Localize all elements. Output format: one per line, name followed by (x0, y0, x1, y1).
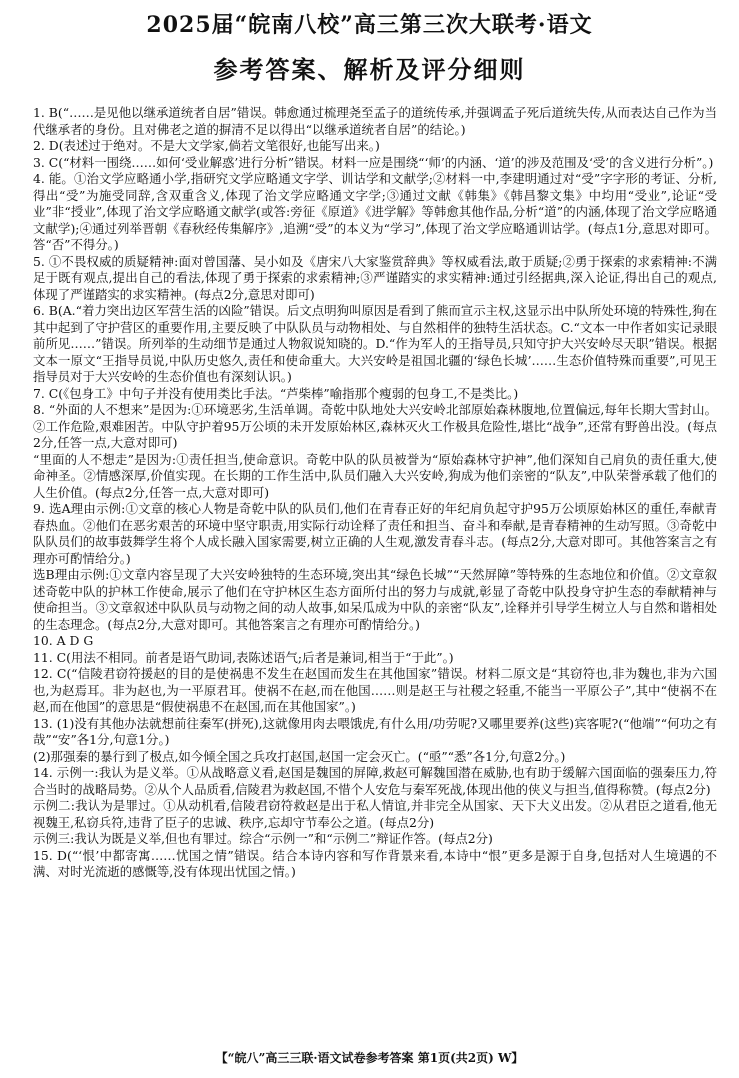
answer-13-part-2: (2)那强秦的暴行到了极点,如今倾全国之兵攻打赵国,赵国一定会灭亡。(“亟”“悉”各1分,句意2分。) (33, 748, 566, 764)
answer-2: 2. D(表述过于绝对。不是大文学家,倘若文笔很好,也能写出来。) (33, 138, 380, 153)
answer-4: 4. 能。①治文学应略通小学,指研究文学应略通文字学、训诂学和文献学;②材料一中,李建明通过对“受”字字形的考证、分析,得出“受”为施受同辞,含双重含义,体现了治文学应略通文字学;③通过文献《韩集》《韩昌黎文集》中均用“受业”,论证“受业”非“授业”,体现了治文学应略通文献学(或答:旁征《原道》《进学解》等韩愈其他作品,分析“道”的内涵,体现了治文学应略通文献学);④通过列举晋朝《春秋经传集解序》,追溯“受”的本义为“学习”,体现了治文学应略通训诂学。(每点1分,意思对即可。答“否”不得分。) (33, 171, 717, 252)
answer-5: 5. ①不畏权威的质疑精神:面对曾国藩、吴小如及《唐宋八大家鉴赏辞典》等权威看法,敢于质疑;②勇于探索的求索精神:不满足于既有观点,提出自己的看法,体现了勇于探索的求索精神;③严谨踏实的求实精神:通过引经据典,深入论证,得出自己的观点,体现了严谨踏实的求实精神。(每点2分,意思对即可) (33, 253, 717, 302)
answer-list (33, 105, 717, 881)
answer-3: 3. C(“材料一围绕……如何‘受业解惑’进行分析”错误。材料一应是围绕“‘师’的内涵、‘道’的涉及范围及‘受’的含义进行分析”。) (33, 154, 714, 170)
page-footer: 【“皖八”高三三联·语文试卷参考答案 第1页(共2页) W】 (215, 1051, 524, 1065)
answer-12: 12. C(“信陵君窃符援赵的目的是使祸患不发生在赵国而发生在其他国家”错误。材料二原文是“其窃符也,非为魏也,非为六国也,为赵焉耳。非为赵也,为一平原君耳。使祸不在赵,而在他国……则是赵王与社稷之轻重,不能当一平原公子”,其中“使祸不在赵,而在他国”的意思是“假使祸患不在赵国,而在其他国家”。) (33, 666, 717, 714)
answer-6: 6. B(A.“着力突出边区军营生活的凶险”错误。后文点明狗叫原因是看到了熊而宣示主权,这显示出中队所处环境的特殊性,狗在其中起到了守护营区的重要作用,主要反映了中队队员与动物相处、与自然相伴的独特生活状态。C.“文本一中作者如实记录眼前所见……”错误。所列举的生动细节是通过人物叙说知晓的。D.“作为军人的王指导员,只知守护大兴安岭尽天职”错误。根据文本一原文“王指导员说,中队历史悠久,责任和使命重大。大兴安岭是祖国北疆的‘绿色长城’……生态价值特殊而重要”,可见王指导员对于大兴安岭的生态价值也有深刻认识。) (33, 303, 717, 384)
answer-9-option-a: 9. 选A理由示例:①文章的核心人物是奇乾中队的队员们,他们在青春正好的年纪肩负起守护95万公顷原始林区的重任,奉献青春热血。②他们在恶劣艰苦的环境中坚守职责,用实际行动诠释了责任和担当、奋斗和奉献,是青春精神的生动写照。③奇乾中队队员们的故事鼓舞学生将个人成长融入国家需要,树立正确的人生观,激发青春斗志。(每点2分,大意对即可。其他答案言之有理亦可酌情给分。) (33, 501, 717, 566)
answer-7: 7. C(《包身工》中句子并没有使用类比手法。“芦柴棒”喻指那个瘦弱的包身工,不是类比。) (33, 385, 519, 401)
document-title: 2025届“皖南八校”高三第三次大联考·语文 (146, 12, 593, 38)
answer-10: 10. A D G (33, 633, 94, 648)
answer-15: 15. D(“‘恨’中都寄寓……忧国之情”错误。结合本诗内容和写作背景来看,本诗中“恨”更多是源于自身,包括对人生境遇的不满、对时光流逝的感慨等,没有体现出忧国之情。) (33, 847, 717, 879)
answer-8-part-2: “里面的人不想走”是因为:①责任担当,使命意识。奇乾中队的队员被誉为“原始森林守护神”,他们深知自己肩负的责任重大,使命神圣。②情感深厚,价值实现。在长期的工作生活中,队员们融入大兴安岭,狗成为他们亲密的“队友”,中队荣誉承载了他们的人生价值。(每点2分,任答一点,大意对即可) (33, 451, 717, 500)
answer-14-example-2: 示例二:我认为是罪过。①从动机看,信陵君窃符救赵是出于私人情谊,并非完全从国家、天下大义出发。②从君臣之道看,他无视魏王,私窃兵符,违背了臣子的忠诚、秩序,忘却守节奉公之道。(每点2分) (33, 798, 717, 830)
answer-8-part-1: 8. “外面的人不想来”是因为:①环境恶劣,生活单调。奇乾中队地处大兴安岭北部原始森林腹地,位置偏远,每年长期大雪封山。②工作危险,艰难困苦。中队守护着95万公顷的未开发原始林区,森林灭火工作极具危险性,堪比“战争”,还常有野兽出没。(每点2分,任答一点,大意对即可) (33, 402, 717, 450)
answer-11: 11. C(用法不相同。前者是语气助词,表陈述语气;后者是兼词,相当于“于此”。) (33, 649, 454, 665)
document-subtitle: 参考答案、解析及评分细则 (213, 55, 526, 84)
answer-14-example-1: 14. 示例一:我认为是义举。①从战略意义看,赵国是魏国的屏障,救赵可解魏国潜在威胁,也有助于缓解六国面临的强秦压力,符合当时的战略局势。②从个人品质看,信陵君为救赵国,不惜个人安危与秦军死战,体现出他的侠义与担当,值得称赞。(每点2分) (33, 765, 717, 797)
answer-1: 1. B(“……是见他以继承道统者自居”错误。韩愈通过梳理尧至孟子的道统传承,并强调孟子死后道统失传,从而表达自己作为当代继承者的身份。且对佛老之道的摒清不足以得出“以继承道统者自居”的结论。) (33, 105, 717, 137)
answer-14-example-3: 示例三:我认为既是义举,但也有罪过。综合“示例一”和“示例二”辩证作答。(每点2分) (33, 831, 493, 846)
answer-9-option-b: 选B理由示例:①文章内容呈现了大兴安岭独特的生态环境,突出其“绿色长城”“天然屏障”等特殊的生态地位和价值。②文章叙述奇乾中队的护林工作使命,展示了他们在守护林区生态方面所付出的努力与成就,彰显了奇乾中队投身守护生态的奉献精神与使命担当。③文章叙述中队队员与动物之间的动人故事,如呆瓜成为中队的亲密“队友”,诠释并引导学生树立人与自然和谐相处的生态理念。(每点2分,大意对即可。其他答案言之有理亦可酌情给分。) (33, 567, 717, 632)
answer-13-part-1: 13. (1)没有其他办法就想前往秦军(拼死),这就像用肉去喂饿虎,有什么用/功劳呢?又哪里要养(这些)宾客呢?(“他端”“何功之有哉”“安”各1分,句意1分。) (33, 715, 717, 747)
